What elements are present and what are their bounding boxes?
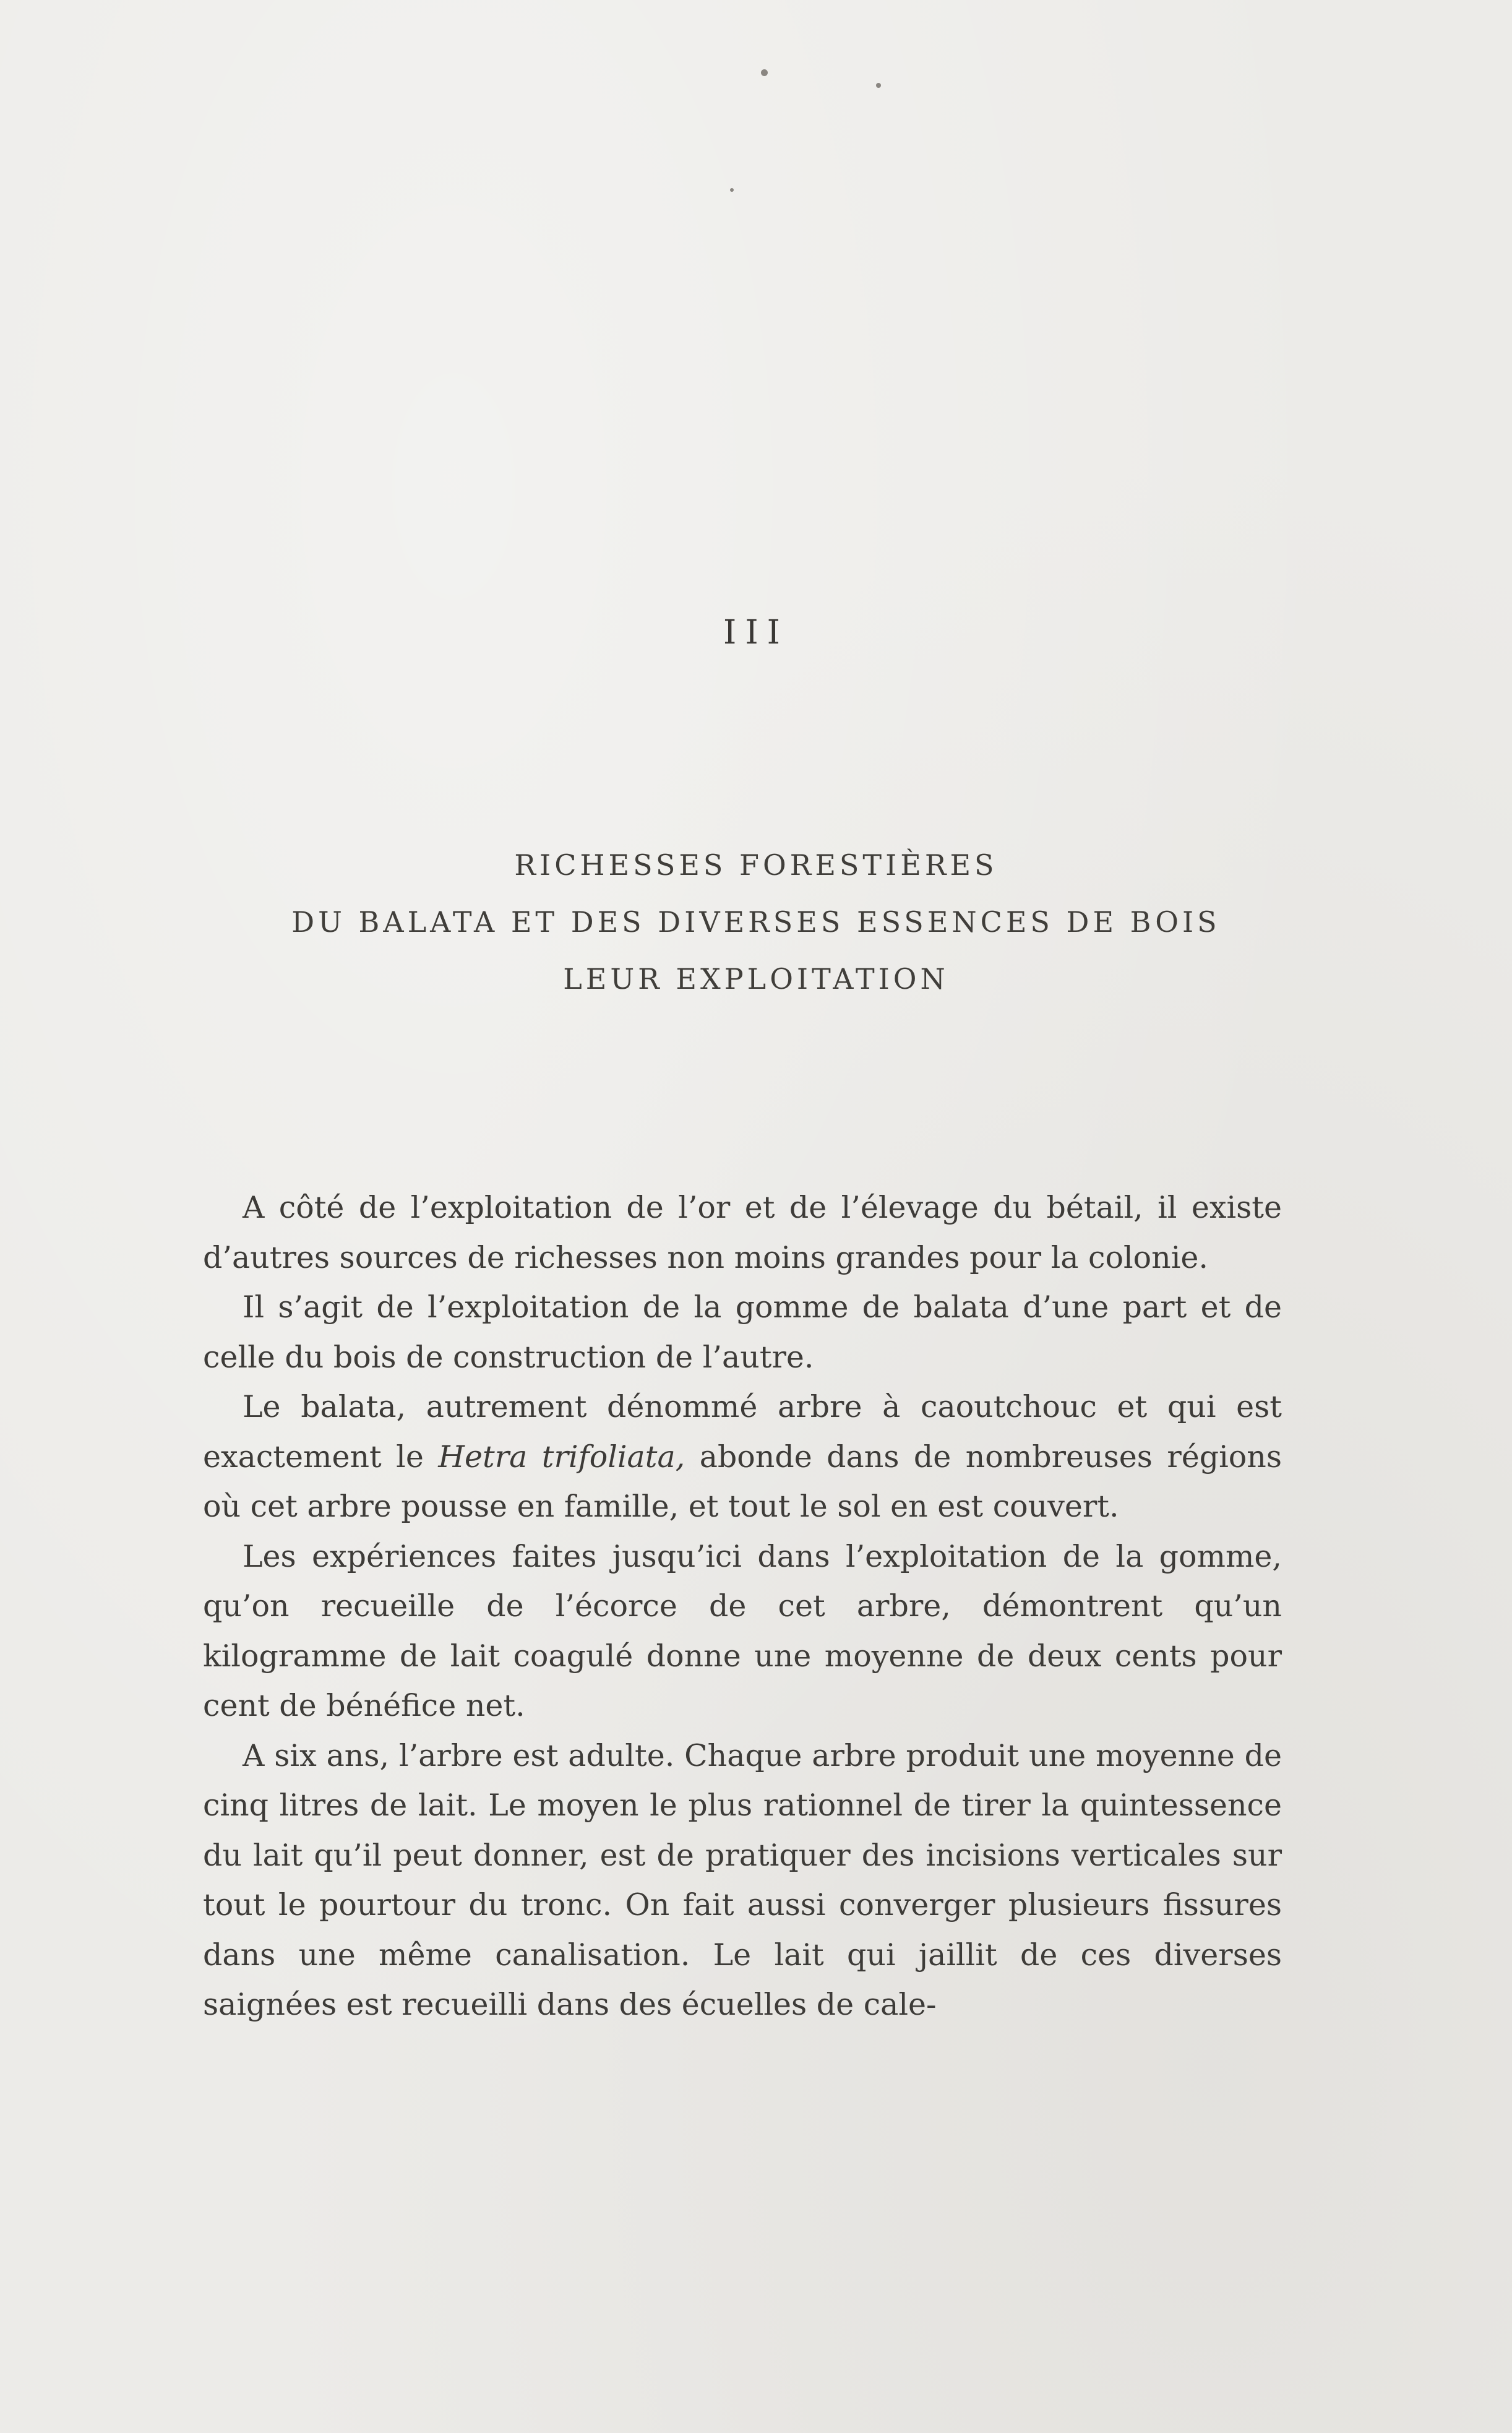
species-name: Hetra trifoliata,	[438, 1439, 685, 1475]
paper-speck	[730, 188, 734, 192]
chapter-number: III	[723, 613, 789, 652]
paragraph-4: Les expériences faites jusqu’ici dans l’exploitation de la gomme, qu’on recueille de l’écorce de cet arbre, démontrent qu’un kilogramme de lait coagulé donne une moyenne de deux cents pour cent de bénéfice net.	[203, 1538, 1282, 1723]
title-line-1: RICHESSES FORESTIÈRES	[514, 848, 998, 882]
paragraph-2: Il s’agit de l’exploitation de la gomme de balata d’une part et de celle du bois de construction de l’autre.	[203, 1290, 1282, 1375]
paragraph-3	[203, 1382, 1282, 1532]
title-line-3: LEUR EXPLOITATION	[563, 962, 949, 996]
paragraph-3-start: Le balata, autrement dénommé arbre à caoutchouc et qui est exactement le	[203, 1389, 1282, 1475]
paper-speck	[761, 69, 768, 76]
chapter-title	[0, 837, 1512, 1007]
paragraph-5: A six ans, l’arbre est adulte. Chaque arbre produit une moyenne de cinq litres de lait. Le moyen le plus rationnel de tirer la quintessence du lait qu’il peut donner, est de pratiquer des incisions verticales sur tout le pourtour du tronc. On fait aussi converger plusieurs fissures dans une même canalisation. Le lait qui jaillit de ces diverses saignées est recueilli dans des écuelles de cale-	[203, 1738, 1282, 2022]
paper-speck	[876, 83, 881, 88]
paragraph-3-end: abonde dans de nombreuses régions où cet arbre pousse en famille, et tout le sol en est couvert.	[203, 1439, 1282, 1524]
title-line-2: DU BALATA ET DES DIVERSES ESSENCES DE BOIS	[291, 905, 1221, 939]
paragraph-1: A côté de l’exploitation de l’or et de l’élevage du bétail, il existe d’autres sources de richesses non moins grandes pour la colonie.	[203, 1190, 1282, 1275]
body-text	[203, 1183, 1282, 2030]
